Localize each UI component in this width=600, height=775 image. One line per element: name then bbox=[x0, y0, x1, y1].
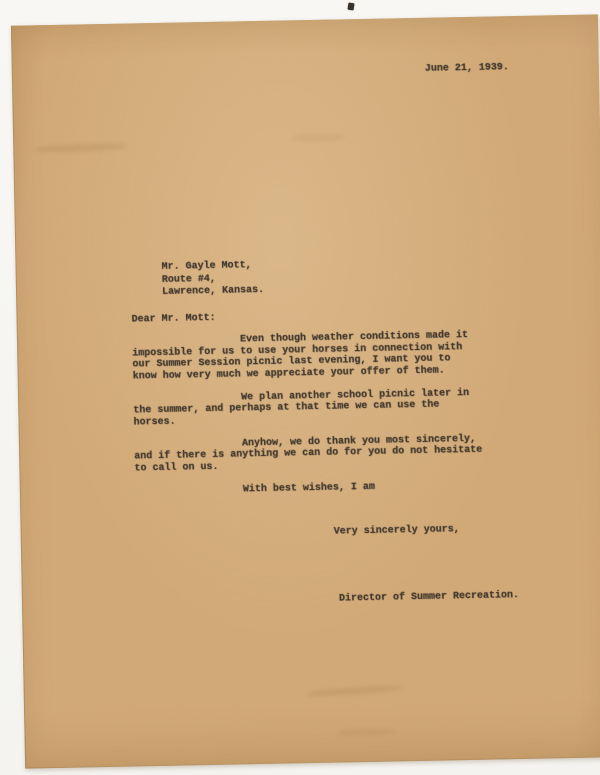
ink-smudge bbox=[337, 728, 395, 735]
recipient-address: Mr. Gayle Mott, Route #4, Lawrence, Kansas. bbox=[161, 260, 265, 298]
salutation: Dear Mr. Mott: bbox=[131, 312, 216, 326]
letter-paper bbox=[11, 14, 600, 768]
date-line: June 21, 1939. bbox=[424, 62, 509, 75]
ink-smudge bbox=[292, 134, 344, 141]
stain-speck bbox=[348, 3, 355, 11]
ink-smudge bbox=[34, 143, 126, 153]
ink-smudge bbox=[307, 684, 403, 698]
letter-body: Even though weather conditions made it impossible for us to use your horses in connection with our Summer Session picnic last evening, I want you to know how very much we appreciate your offer of them. We plan another school picnic later in the summer, and perhaps at that time we can use the horses. Anyhow, we do thank you most sincerely, and if there is anything we can do for you do not hesitate to call on us. With best wishes, I am bbox=[131, 329, 483, 497]
valediction: Very sincerely yours, bbox=[333, 524, 460, 538]
signature-title: Director of Summer Recreation. bbox=[338, 590, 520, 605]
